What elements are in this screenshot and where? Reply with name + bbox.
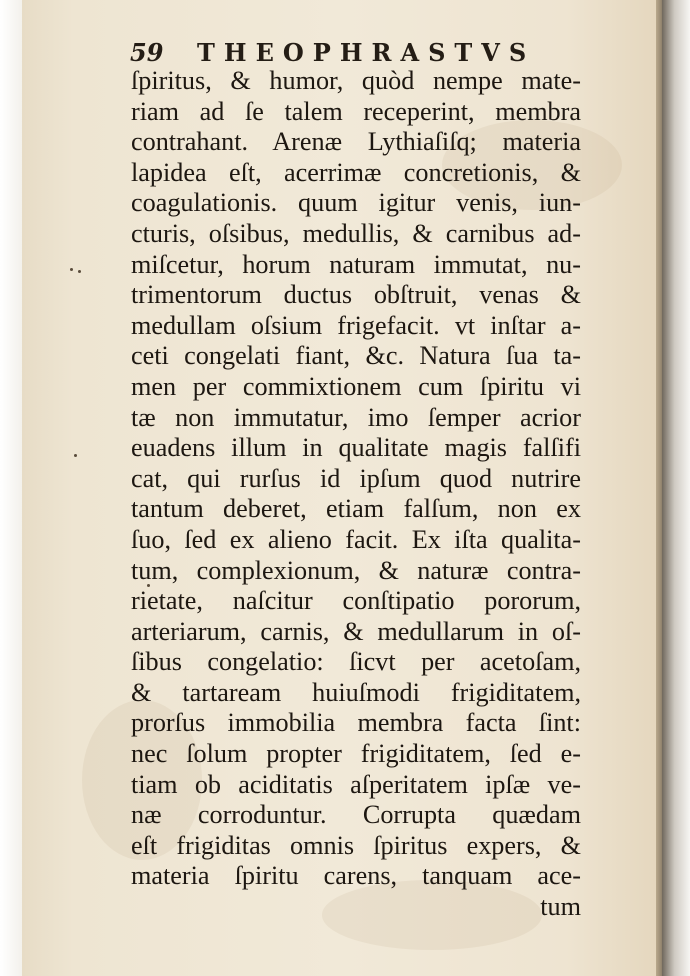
text-line: prorſus immobilia membra facta ſint: [131, 708, 581, 738]
text-line: materia ſpiritu carens, tanquam ace- [131, 861, 581, 891]
text-line: euadens illum in qualitate magis falſifi [131, 433, 581, 463]
body-text [131, 66, 581, 923]
text-line: cturis, oſsibus, medullis, & carnibus ad- [131, 218, 581, 248]
page-number: 59 [130, 38, 164, 67]
text-line: rietate, naſcitur conſtipatio pororum, [131, 586, 581, 616]
text-line: nec ſolum propter frigiditatem, ſed e- [131, 739, 581, 769]
text-line: tantum deberet, etiam falſum, non ex [131, 494, 581, 524]
text-line: riam ad ſe talem receperint, membra [131, 96, 581, 126]
text-line: miſcetur, horum naturam immutat, nu- [131, 249, 581, 279]
text-line: næ corroduntur. Corrupta quædam [131, 800, 581, 830]
text-line: cat, qui rurſus id ipſum quod nutrire [131, 463, 581, 493]
text-line: tæ non immutatur, imo ſemper acrior [131, 402, 581, 432]
text-line: medullam oſsium frigefacit. vt inſtar a- [131, 310, 581, 340]
ink-speck [78, 270, 81, 273]
text-line: ſuo, ſed ex alieno facit. Ex iſta qualita- [131, 524, 581, 554]
text-line: contrahant. Arenæ Lythiaſiſq; materia [131, 127, 581, 157]
text-line: eſt frigiditas omnis ſpiritus expers, & [131, 830, 581, 860]
text-line: men per commixtionem cum ſpiritu vi [131, 371, 581, 401]
text-line: ceti congelati fiant, &c. Natura ſua ta- [131, 341, 581, 371]
page-header [130, 38, 535, 67]
text-line: coagulationis. quum igitur venis, iun- [131, 188, 581, 218]
text-line: ſibus congelatio: ſicvt per acetoſam, [131, 647, 581, 677]
text-line: trimentorum ductus obſtruit, venas & [131, 280, 581, 310]
ink-speck [70, 268, 73, 271]
text-line: ſpiritus, & humor, quòd nempe mate- [131, 66, 581, 95]
text-line: lapidea eſt, acerrimæ concretionis, & [131, 157, 581, 187]
text-line: & tartaream huiuſmodi frigiditatem, [131, 677, 581, 707]
text-line: tum, complexionum, & naturæ contra- [131, 555, 581, 585]
binding-shadow [662, 0, 690, 976]
running-head: THEOPHRASTVS [197, 38, 536, 67]
scan-margin [0, 0, 22, 976]
text-line: arteriarum, carnis, & medullarum in oſ- [131, 616, 581, 646]
ink-speck [74, 454, 77, 457]
text-line: tiam ob aciditatis aſperitatem ipſæ ve- [131, 769, 581, 799]
catchword: tum [540, 892, 581, 922]
